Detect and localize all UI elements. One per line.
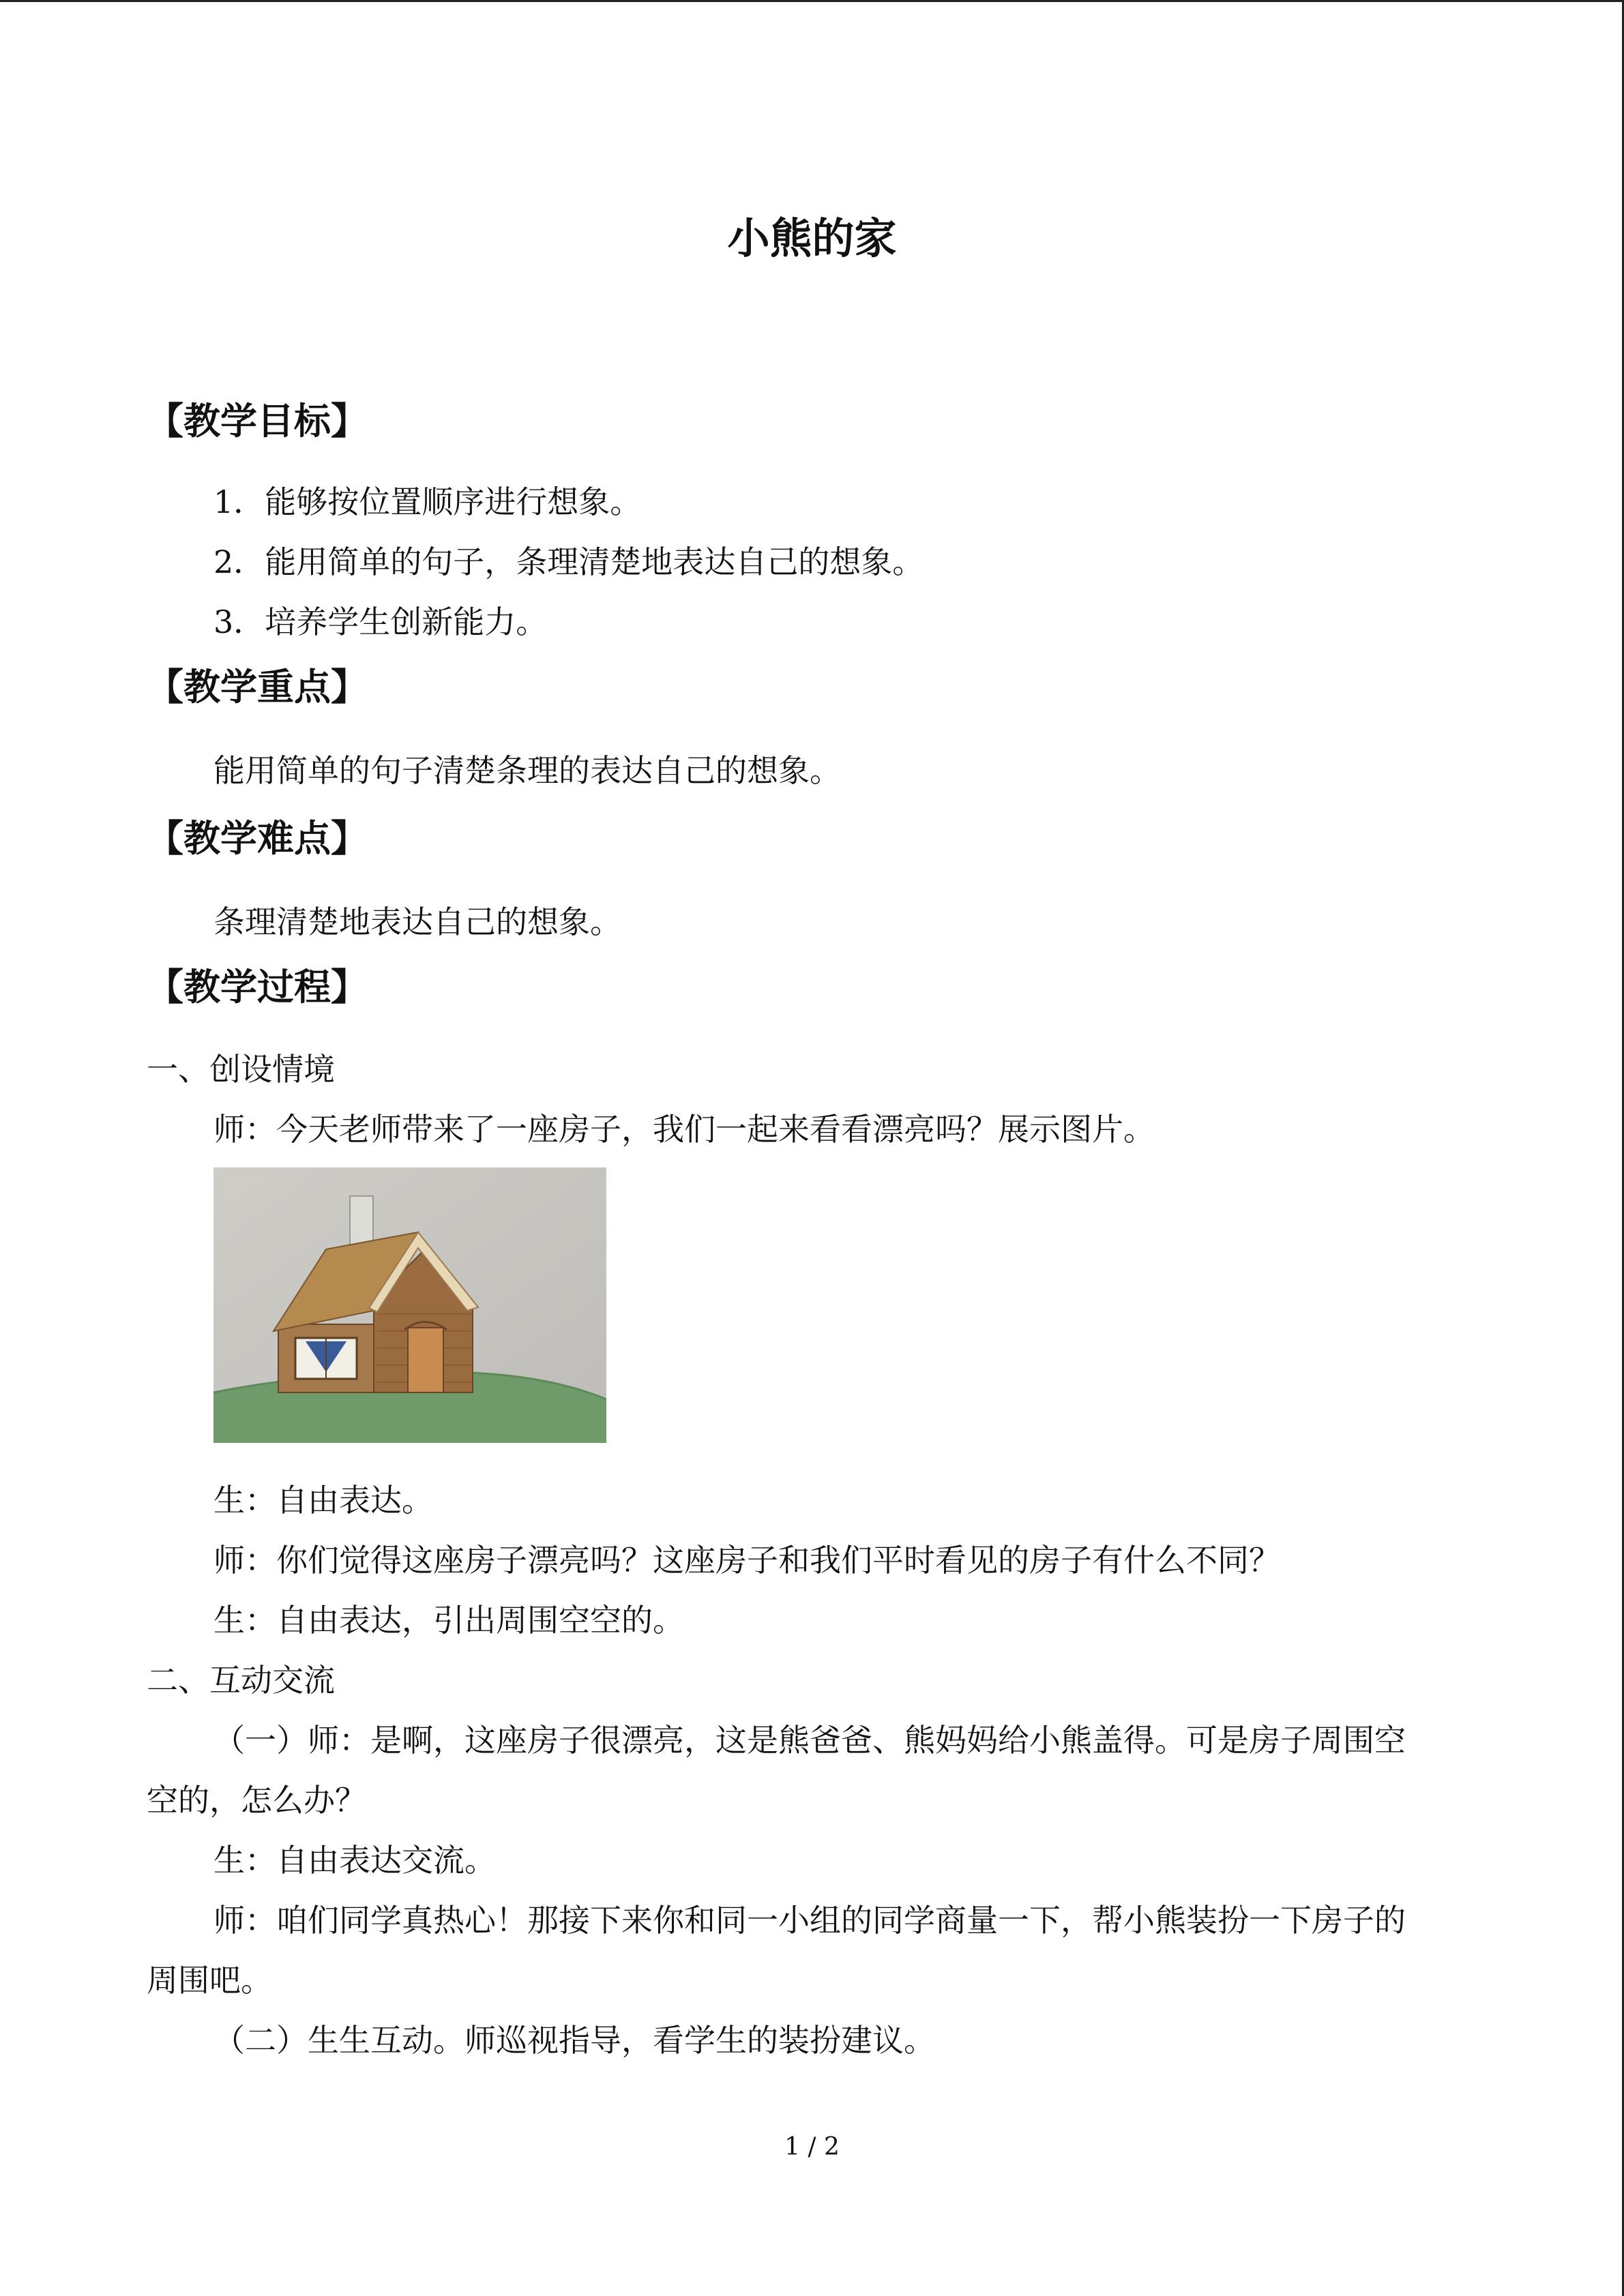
section-heading-goals: 【教学目标】 bbox=[147, 399, 368, 443]
process-part1-title: 一、创设情境 bbox=[147, 1051, 335, 1088]
goal-item-3: 3．培养学生创新能力。 bbox=[213, 603, 548, 640]
section-heading-difficulties: 【教学难点】 bbox=[147, 816, 368, 860]
process-line: 师：今天老师带来了一座房子，我们一起来看看漂亮吗？展示图片。 bbox=[213, 1111, 1155, 1148]
page-number: 1 / 2 bbox=[784, 2133, 840, 2161]
section-heading-key-points: 【教学重点】 bbox=[147, 665, 368, 709]
page-border-top bbox=[0, 0, 1624, 2]
process-line: 生：自由表达交流。 bbox=[213, 1842, 496, 1879]
process-line: （一）师：是啊，这座房子很漂亮，这是熊爸爸、熊妈妈给小熊盖得。可是房子周围空 bbox=[213, 1722, 1406, 1759]
process-line: （二）生生互动。师巡视指导，看学生的装扮建议。 bbox=[213, 2022, 935, 2059]
difficulties-text: 条理清楚地表达自己的想象。 bbox=[213, 904, 621, 940]
process-line: 师：你们觉得这座房子漂亮吗？这座房子和我们平时看见的房子有什么不同？ bbox=[213, 1542, 1280, 1579]
page-title: 小熊的家 bbox=[727, 213, 897, 263]
key-points-text: 能用简单的句子清楚条理的表达自己的想象。 bbox=[213, 752, 841, 789]
process-line: 空的，怎么办？ bbox=[147, 1782, 366, 1819]
process-line: 周围吧。 bbox=[147, 1962, 272, 1999]
goal-item-1: 1．能够按位置顺序进行想象。 bbox=[213, 483, 642, 520]
goal-item-2: 2．能用简单的句子，条理清楚地表达自己的想象。 bbox=[213, 543, 924, 580]
process-line: 生：自由表达。 bbox=[213, 1482, 433, 1519]
process-line: 师：咱们同学真热心！那接下来你和同一小组的同学商量一下，帮小熊装扮一下房子的 bbox=[213, 1902, 1406, 1939]
house-picture bbox=[213, 1167, 606, 1443]
section-heading-process: 【教学过程】 bbox=[147, 965, 368, 1009]
process-part2-title: 二、互动交流 bbox=[147, 1662, 335, 1699]
process-line: 生：自由表达，引出周围空空的。 bbox=[213, 1602, 684, 1639]
